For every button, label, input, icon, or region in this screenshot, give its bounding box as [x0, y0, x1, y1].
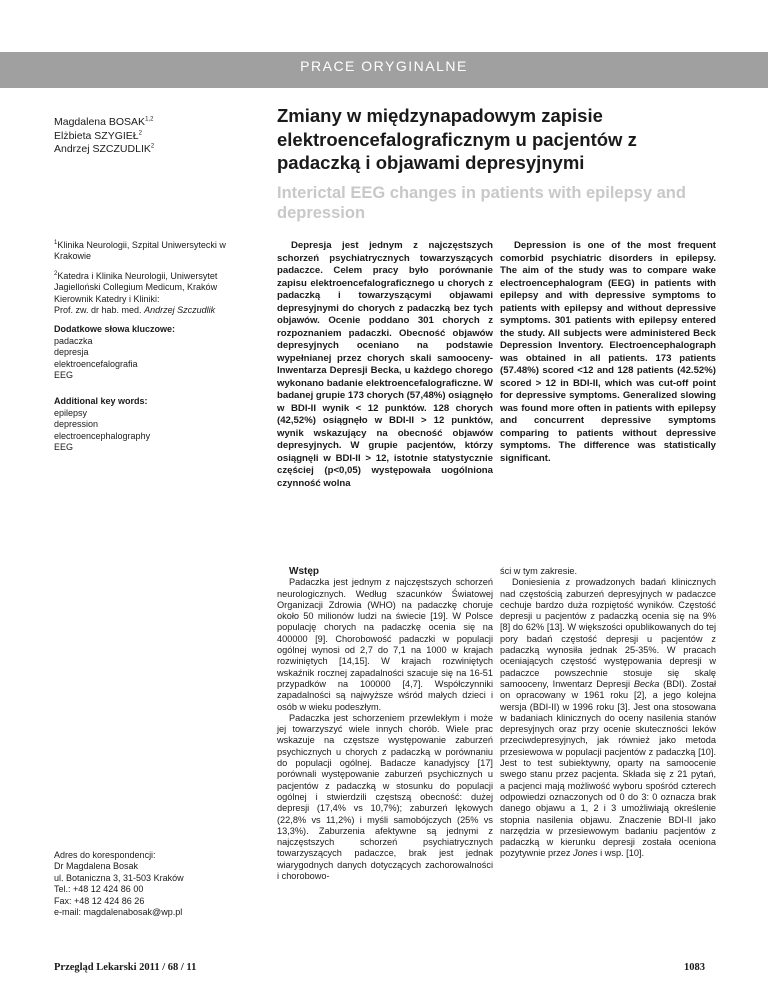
body-paragraph: ści w tym zakresie.: [500, 566, 578, 576]
keywords-polish-heading: Dodatkowe słowa kluczowe:: [54, 324, 176, 335]
article-title-english: Interictal EEG changes in patients with epilepsy and depression: [277, 184, 686, 222]
author-item: [54, 143, 154, 157]
author-item: [54, 116, 154, 130]
author-affiliation-mark: 1,2: [145, 116, 154, 123]
keyword-item: epilepsy: [54, 407, 88, 418]
body-column-1: [277, 566, 493, 882]
abstract-english: Depression is one of the most frequent comorbid psychiatric disorders in epilepsy. The aim of the study was to compare wake electroencephalogram (EEG) in patients with epilepsy and with depressive symptoms to patients with epilepsy and without depressive symptoms. 301 patients with epilepsy entered the study. All subjects were administered Beck Depression Inventory. Electroencephalograph was obtained in all patients. 173 patients (57.48%) scored <12 and 128 patients (42.52%) scored > 12 in BDI-II, which was cut-off point for depressive symptoms. Generalized slowing was found more often in patients with epilepsy and concurrent depressive symptoms comparing to patients without depressive symptoms. The difference was statistically significant.: [500, 240, 716, 464]
keyword-item: depression: [54, 419, 99, 430]
correspondence-block: [54, 850, 264, 918]
affiliations-column: [54, 240, 254, 469]
correspondence-email: e-mail: magdalenabosak@wp.pl: [54, 907, 183, 918]
keyword-item: depresja: [54, 347, 89, 358]
article-title-polish: Zmiany w międzynapadowym zapisie elektroencefalograficznym u pacjentów z padaczką i objawami depresyjnymi: [277, 105, 637, 173]
body-paragraph: Padaczka jest jednym z najczęstszych schorzeń neurologicznych. Według szacunków Światowej Organizacji Zdrowia (WHO) na padaczkę choruje około 50 milionów ludzi na świecie [19]. W Polsce populację chorych na padaczkę ocenia się na 400000 [9]. Chorobowość padaczki w populacji ogólnej wynosi od 2,7 do 7,1 na 1000 w krajach rozwiniętych [14,15]. W krajach rozwiniętych wskaźnik rocznej zapadalności szacuje się na 16-51 przypadków na 100000 [4,7]. Współczynniki zapadalności są najwyższe wśród małych dzieci i osób w wieku podeszłym.: [277, 577, 493, 712]
journal-citation: Przegląd Lekarski 2011 / 68 / 11: [54, 962, 197, 973]
body-paragraph: Doniesienia z prowadzonych badań klinicznych nad częstością zaburzeń depresyjnych w padaczce cechuje bardzo duża rozpiętość wyników. Częstość depresji u pacjentów z padaczką ocenia się na 9% [8] do 62% [13]. W większości opublikowanych do tej pory badań częstość depresji u pacjentów z padaczką wynosiła jednak 25-35%. W pracach oceniających częstość występowania depresji w padaczce powszechnie stosuje się skalę samooceny, Inwentarz Depresji Becka (BDI). Został on opracowany w 1961 roku [2], a jego kolejna wersja (BDI-II) w 1996 roku [3]. Jest ona stosowana w badaniach klinicznych do oceny nasilenia stanów depresyjnych oraz przy ocenie skuteczności leków przeciwdepresyjnych, jak również jako metoda przesiewowa w populacji pacjentów z padaczką [10]. Jest to test subiektywny, oparty na samoocenie swego stanu przez pacjenta. Składa się z 21 pytań, a pacjenci mają możliwość wyboru spośród czterech odpowiedzi oznaczonych od 0 do 3: 0 oznacza brak danego objawu a 1, 2 i 3 umożliwiają określenie stopnia nasilenia objawu. Znaczenie BDI-II jako narzędzia w przesiewowym badaniu pacjentów z padaczką w kierunku depresji została oceniona pozytywnie przez Jones i wsp. [10].: [500, 577, 716, 859]
author-name: Andrzej SZCZUDLIK: [54, 143, 151, 155]
page-number: 1083: [684, 962, 705, 973]
author-item: [54, 130, 154, 144]
correspondence-tel: Tel.: +48 12 424 86 00: [54, 884, 144, 895]
author-name: Elżbieta SZYGIEŁ: [54, 129, 139, 142]
keywords-english-list: [54, 408, 254, 454]
author-name: Magdalena BOSAK: [54, 116, 146, 128]
correspondence-fax: Fax: +48 12 424 86 26: [54, 895, 145, 906]
correspondence-name: Dr Magdalena Bosak: [54, 861, 139, 872]
affiliation-1: $^1$Klinika Neurologii, Szpital Uniwersytecki w Krakowie: [54, 240, 226, 262]
keyword-item: padaczka: [54, 335, 93, 346]
keyword-item: electroencephalography: [54, 430, 151, 441]
keyword-item: elektroencefalografia: [54, 358, 138, 369]
keywords-polish-list: [54, 336, 254, 382]
author-affiliation-mark: 2: [138, 130, 142, 136]
section-heading-introduction: Wstęp: [289, 566, 319, 577]
keyword-item: EEG: [54, 370, 74, 381]
body-paragraph: Padaczka jest schorzeniem przewlekłym i może jej towarzyszyć wiele innych chorób. Wiele prac wskazuje na częstsze występowanie zaburzeń psychicznych u chorych z padaczką w porównaniu do populacji ogólnej. Badacze kanadyjscy [17] porównali występowanie zaburzeń psychicznych u pacjentów z padaczką w stosunku do populacji ogólnej i stwierdzili częstszą obecność: dużej depresji (17,4% vs 10,7%); zaburzeń lękowych (22,8% vs 11,2%) i myśli samobójczych (25% vs 13,3%). Zaburzenia afektywne są jednymi z najczęstszych schorzeń psychiatrycznych towarzyszących padaczce, brak jest jednak wiarygodnych danych dotyczących zachorowalności i chorobowo-: [277, 712, 493, 882]
keywords-english-heading: Additional key words:: [54, 396, 148, 407]
keyword-item: EEG: [54, 442, 74, 453]
affiliation-2: $^2$Katedra i Klinika Neurologii, Uniwersytet Jagielloński Collegium Medicum, Kraków Kierownik Katedry i Kliniki: Prof. zw. dr hab. med. Andrzej Szczudlik: [54, 270, 218, 316]
section-label: PRACE ORYGINALNE: [300, 58, 468, 74]
author-affiliation-mark: 2: [150, 143, 155, 150]
author-list: [54, 116, 154, 157]
body-column-2: [500, 566, 716, 860]
abstract-polish: Depresja jest jednym z najczęstszych schorzeń psychiatrycznych towarzyszących padaczce. Celem pracy było porównanie zapisu elektroencefalograficznego u chorych z padaczką i towarzyszącymi objawami depresyjnymi do chorych z padaczką bez tych objawów. Ocenie poddano 301 chorych z rozpoznaniem padaczki. Obecność objawów depresyjnych oceniano na podstawie wypełnianej przez chorych skali samooceny-Inwentarza Depresji Becka, u każdego chorego wykonano badanie elektroencefalograficzne. W badanej grupie 173 chorych (57,48%) osiągnęło w BDI-II wynik < 12 punktów. 128 chorych (42,52%) osiągnęło w BDI-II > 12 punktów, wynik wskazujący na obecność objawów depresyjnych. W grupie pacjentów, którzy osiągnęli w BDI-II > 12, istotnie statystycznie częściej (p<0,05) występowała uogólniona czynność wolna: [277, 240, 493, 489]
correspondence-address: ul. Botaniczna 3, 31-503 Kraków: [54, 872, 184, 883]
correspondence-heading: Adres do korespondencji:: [54, 850, 156, 860]
